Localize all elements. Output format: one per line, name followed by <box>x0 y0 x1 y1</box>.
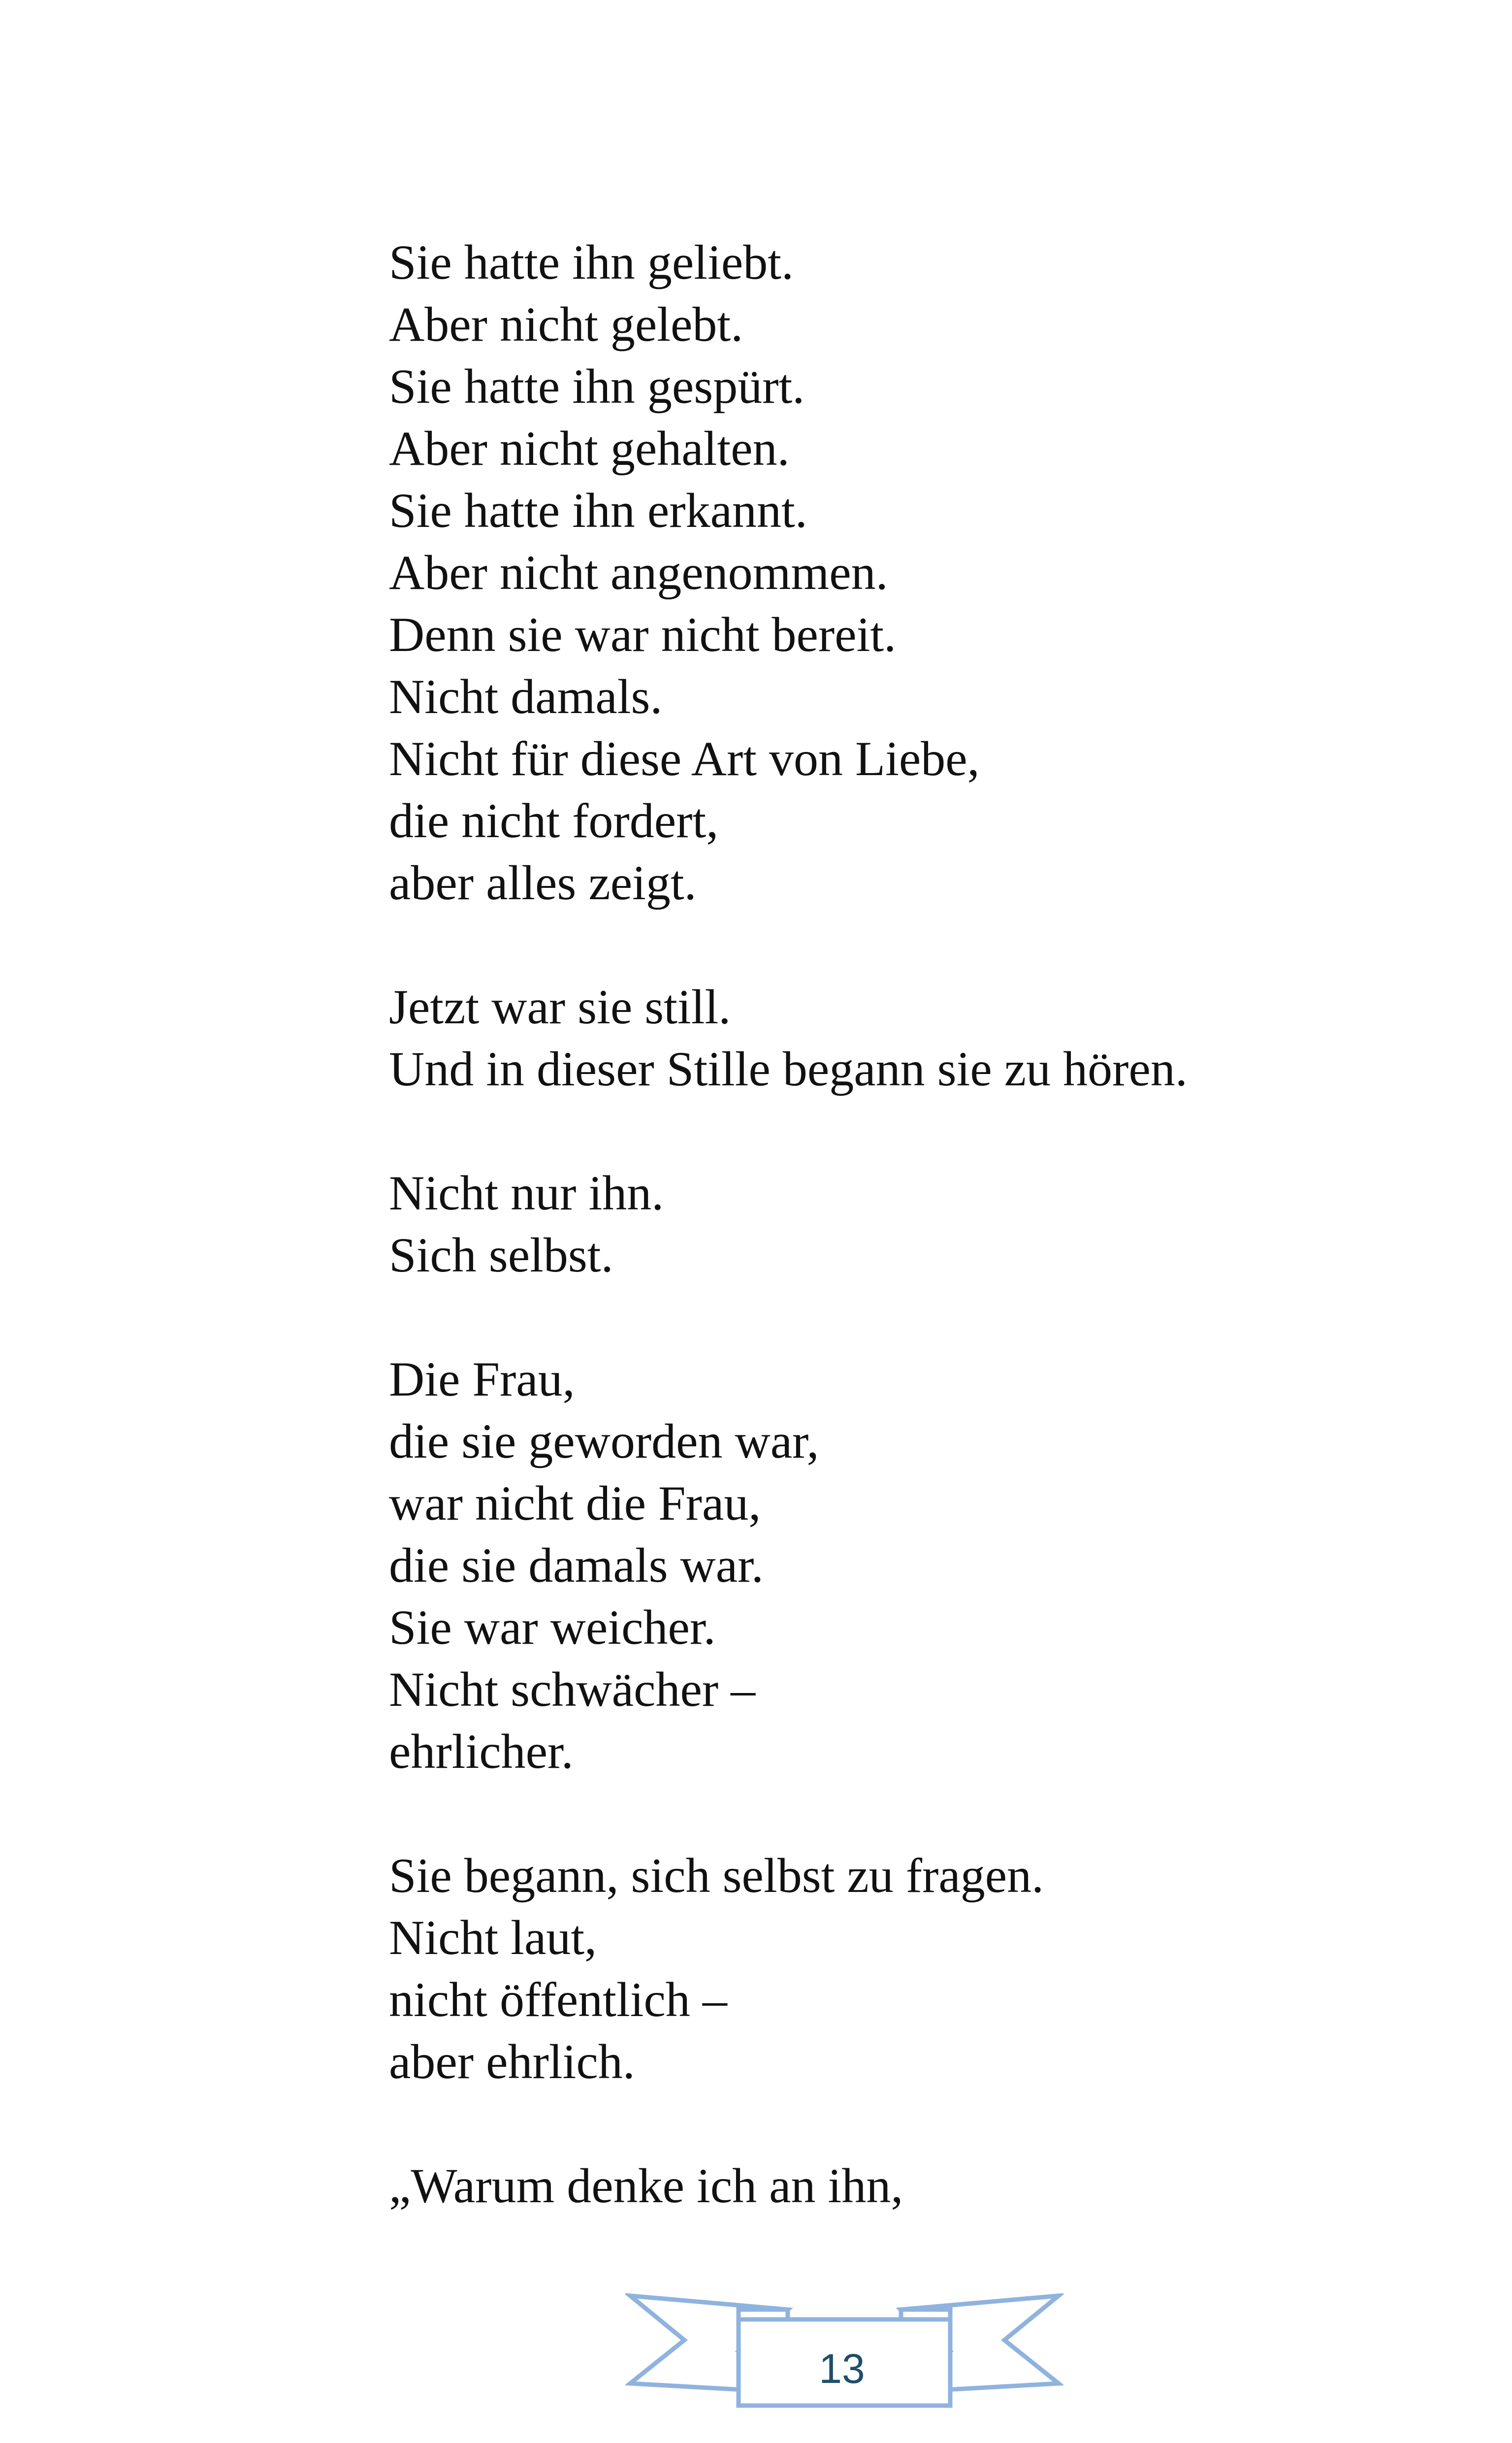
poem-line: Sich selbst. <box>389 1228 613 1282</box>
poem-line: nicht öffentlich – <box>389 1972 727 2027</box>
poem-line: Sie war weicher. <box>389 1600 716 1655</box>
poem-line: aber alles zeigt. <box>389 855 697 910</box>
poem-line: aber ehrlich. <box>389 2034 635 2089</box>
page-number: 13 <box>819 2345 865 2392</box>
poem-line: ehrlicher. <box>389 1724 574 1779</box>
stanza <box>389 231 1423 914</box>
stanza <box>389 2155 1423 2217</box>
poem-line: Sie begann, sich selbst zu fragen. <box>389 1848 1044 1903</box>
poem-line: die sie damals war. <box>389 1538 764 1593</box>
stanza <box>389 1162 1423 1286</box>
poem-line: Denn sie war nicht bereit. <box>389 607 897 662</box>
poem-line: „Warum denke ich an ihn, <box>389 2158 903 2213</box>
poem-line: Nicht nur ihn. <box>389 1166 664 1220</box>
poem-line: Nicht schwächer – <box>389 1662 756 1717</box>
poem-line: Die Frau, <box>389 1352 575 1406</box>
poem-line: Sie hatte ihn gespürt. <box>389 359 805 414</box>
poem-line: Nicht für diese Art von Liebe, <box>389 731 980 786</box>
poem-text <box>389 231 1423 2217</box>
poem-line: Sie hatte ihn erkannt. <box>389 483 807 538</box>
poem-line: Aber nicht angenommen. <box>389 545 888 600</box>
stanza <box>389 976 1423 1100</box>
stanza <box>389 1348 1423 1783</box>
poem-line: war nicht die Frau, <box>389 1476 761 1531</box>
poem-line: die sie geworden war, <box>389 1414 819 1468</box>
stanza <box>389 1845 1423 2093</box>
poem-line: Nicht damals. <box>389 669 663 724</box>
poem-line: Jetzt war sie still. <box>389 979 731 1034</box>
poem-line: Und in dieser Stille begann sie zu hören. <box>389 1042 1188 1096</box>
poem-line: Aber nicht gehalten. <box>389 421 790 476</box>
poem-line: Sie hatte ihn geliebt. <box>389 235 794 290</box>
poem-line: die nicht fordert, <box>389 793 719 848</box>
poem-line: Aber nicht gelebt. <box>389 297 743 352</box>
poem-line: Nicht laut, <box>389 1910 597 1965</box>
